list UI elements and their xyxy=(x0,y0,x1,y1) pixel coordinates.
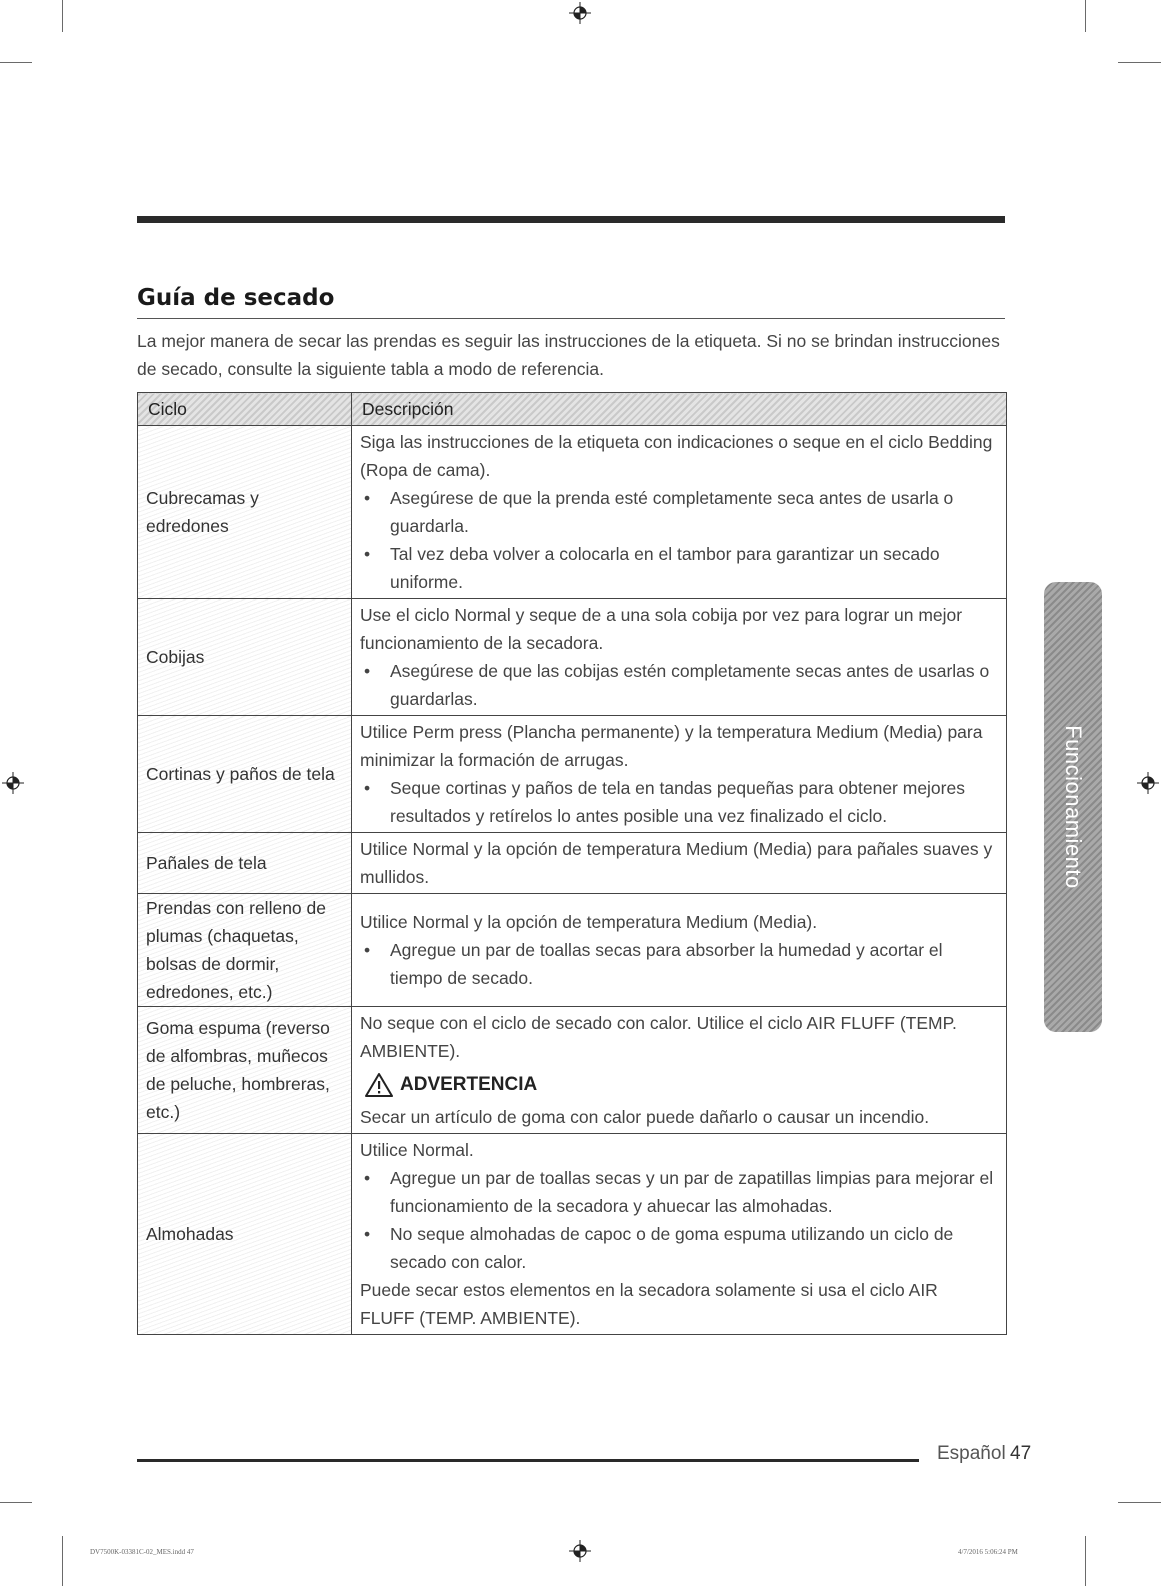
crop-mark xyxy=(1118,1502,1161,1503)
side-tab-label: Funcionamiento xyxy=(1061,725,1086,889)
description-cell xyxy=(352,716,1007,833)
crop-mark xyxy=(0,62,32,63)
table-row xyxy=(138,833,1007,894)
registration-mark-icon xyxy=(2,772,24,794)
warning-title: ADVERTENCIA xyxy=(400,1074,538,1095)
print-slug-file: DV7500K-03381C-02_MES.indd 47 xyxy=(90,1548,194,1556)
list-item: • Agregue un par de toallas secas para absorber la humedad y acortar el tiempo de secado. xyxy=(390,936,996,992)
description-text: No seque con el ciclo de secado con calor. Utilice el ciclo AIR FLUFF (TEMP. AMBIENTE). xyxy=(360,1013,957,1061)
cycle-cell: Cortinas y paños de tela xyxy=(138,716,352,833)
list-item: • Seque cortinas y paños de tela en tandas pequeñas para obtener mejores resultados y retírelos lo antes posible una vez finalizado el ciclo. xyxy=(390,774,996,830)
column-header-cycle: Ciclo xyxy=(138,393,352,426)
table-row xyxy=(138,426,1007,599)
description-cell xyxy=(352,426,1007,599)
bullet-list xyxy=(360,657,996,713)
cycle-cell: Almohadas xyxy=(138,1134,352,1335)
crop-mark xyxy=(1085,1536,1086,1586)
description-cell xyxy=(352,1134,1007,1335)
table-row xyxy=(138,599,1007,716)
drying-guide-table xyxy=(137,392,1007,1335)
registration-mark-icon xyxy=(1137,772,1159,794)
description-text: Siga las instrucciones de la etiqueta con indicaciones o seque en el ciclo Bedding (Ropa de cama). xyxy=(360,432,993,480)
table-row xyxy=(138,1007,1007,1134)
description-note: Puede secar estos elementos en la secadora solamente si usa el ciclo AIR FLUFF (TEMP. AMBIENTE). xyxy=(360,1280,938,1328)
description-text: Utilice Perm press (Plancha permanente) y la temperatura Medium (Media) para minimizar la formación de arrugas. xyxy=(360,722,983,770)
warning-triangle-icon xyxy=(364,1072,394,1098)
description-text: Utilice Normal y la opción de temperatura Medium (Media). xyxy=(360,912,818,932)
print-slug-date: 4/7/2016 5:06:24 PM xyxy=(958,1548,1018,1556)
section-title: Guía de secado xyxy=(137,282,1005,319)
cycle-cell: Cobijas xyxy=(138,599,352,716)
bullet-list xyxy=(360,936,996,992)
warning-text: Secar un artículo de goma con calor puede dañarlo o causar un incendio. xyxy=(360,1107,930,1127)
table-row xyxy=(138,716,1007,833)
description-text: Utilice Normal. xyxy=(360,1140,474,1160)
footer-language: Español xyxy=(937,1443,1006,1464)
description-cell xyxy=(352,599,1007,716)
warning-heading xyxy=(364,1071,996,1099)
list-item: • Agregue un par de toallas secas y un par de zapatillas limpias para mejorar el funcionamiento de la secadora y ahuecar las almohadas. xyxy=(390,1164,996,1220)
cycle-cell: Prendas con relleno de plumas (chaquetas, bolsas de dormir, edredones, etc.) xyxy=(138,894,352,1007)
cycle-cell: Cubrecamas y edredones xyxy=(138,426,352,599)
list-item: • Asegúrese de que las cobijas estén completamente secas antes de usarlas o guardarlas. xyxy=(390,657,996,713)
crop-mark xyxy=(1085,0,1086,32)
table-row xyxy=(138,894,1007,1007)
bullet-list xyxy=(360,774,996,830)
crop-mark xyxy=(1118,62,1161,63)
chapter-side-tab xyxy=(1044,582,1102,1032)
list-item: • Tal vez deba volver a colocarla en el tambor para garantizar un secado uniforme. xyxy=(390,540,996,596)
registration-mark-icon xyxy=(569,1540,591,1562)
footer-rule xyxy=(137,1459,919,1462)
list-item: • Asegúrese de que la prenda esté completamente seca antes de usarla o guardarla. xyxy=(390,484,996,540)
section-intro: La mejor manera de secar las prendas es seguir las instrucciones de la etiqueta. Si no se brindan instrucciones de secado, consulte la siguiente tabla a modo de referencia. xyxy=(137,331,1000,379)
list-item: • No seque almohadas de capoc o de goma espuma utilizando un ciclo de secado con calor. xyxy=(390,1220,996,1276)
crop-mark xyxy=(62,1536,63,1586)
description-text: Utilice Normal y la opción de temperatura Medium (Media) para pañales suaves y mullidos. xyxy=(360,839,993,887)
column-header-description: Descripción xyxy=(352,393,1007,426)
table-header-row xyxy=(138,393,1007,426)
header-rule xyxy=(137,216,1005,223)
description-cell xyxy=(352,894,1007,1007)
table-row xyxy=(138,1134,1007,1335)
description-cell xyxy=(352,1007,1007,1134)
bullet-list xyxy=(360,484,996,596)
crop-mark xyxy=(62,0,63,32)
bullet-list xyxy=(360,1164,996,1276)
cycle-cell: Pañales de tela xyxy=(138,833,352,894)
page-number: 47 xyxy=(1010,1443,1032,1464)
crop-mark xyxy=(0,1502,32,1503)
description-cell xyxy=(352,833,1007,894)
description-text: Use el ciclo Normal y seque de a una sola cobija por vez para lograr un mejor funcionamiento de la secadora. xyxy=(360,605,963,653)
registration-mark-icon xyxy=(569,2,591,24)
cycle-cell: Goma espuma (reverso de alfombras, muñecos de peluche, hombreras, etc.) xyxy=(138,1007,352,1134)
